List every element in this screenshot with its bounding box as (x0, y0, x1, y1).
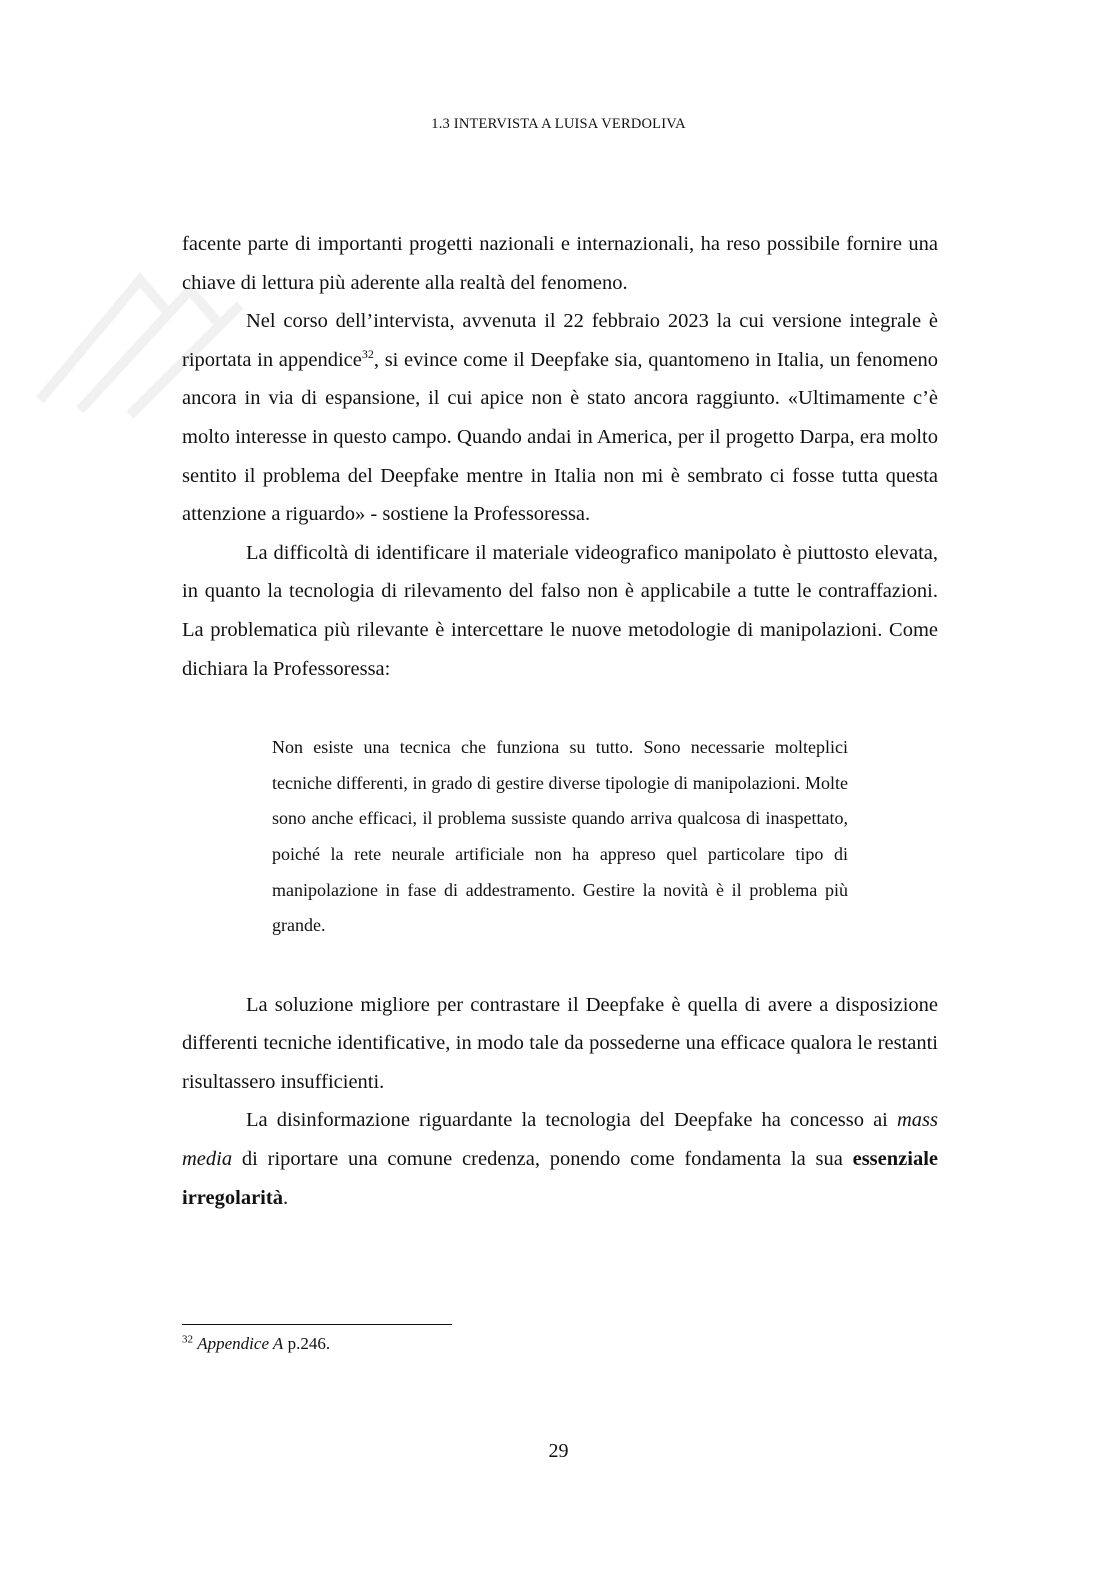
running-header: 1.3 INTERVISTA A LUISA VERDOLIVA (431, 116, 686, 132)
block-quote: Non esiste una tecnica che funziona su tutto. Sono necessarie molteplici tecniche differenti, in grado di gestire diverse tipologie di manipolazioni. Molte sono anche efficaci, il problema sussiste quando arriva qualcosa di inaspettato, poiché la rete neurale artificiale non ha appreso quel particolare tipo di manipolazione in fase di addestramento. Gestire la novità è il problema più grande. (272, 737, 848, 936)
paragraph-continuation: facente parte di importanti progetti nazionali e internazionali, ha reso possibile fornire una chiave di lettura più aderente alla realtà del fenomeno. (182, 233, 938, 294)
paragraph-disinformation-middle: di riportare una comune credenza, ponendo come fondamenta la sua (232, 1148, 853, 1171)
paragraph-interview-text-end: , si evince come il Deepfake sia, quantomeno in Italia, un fenomeno ancora in via di espansione, il cui apice non è stato ancora raggiunto. «Ultimamente c’è molto interesse in questo campo. Quando andai in America, per il progetto Darpa, era molto sentito il problema del Deepfake mentre in Italia non mi è sembrato ci fosse tutta questa attenzione a riguardo» - sostiene la Professoressa. (182, 348, 938, 526)
footnote (182, 1334, 330, 1354)
footnote-text: p.246. (283, 1334, 331, 1353)
bold-term: essenziale irregolarità (182, 1148, 938, 1209)
paragraph-interview (182, 302, 938, 534)
footnote-reference: 32 (361, 346, 374, 361)
paragraph-difficulty: La difficoltà di identificare il materiale videografico manipolato è piuttosto elevata, in quanto la tecnologia di rilevamento del falso non è applicabile a tutte le contraffazioni. La problematica più rilevante è intercettare le nuove metodologie di manipolazioni. Come dichiara la Professoressa: (182, 541, 938, 680)
paragraph-disinformation-start: La disinformazione riguardante la tecnologia del Deepfake ha concesso ai (246, 1109, 897, 1132)
paragraph-disinformation-end: . (282, 1186, 289, 1209)
body-text (182, 225, 938, 1217)
paragraph-interview-text-start: Nel corso dell’intervista, avvenuta il 22 febbraio 2023 la cui versione integrale è riportata in appendice (182, 310, 938, 371)
paragraph-disinformation (182, 1101, 938, 1217)
footnote-italic: Appendice A (197, 1334, 284, 1353)
italic-term: mass media (182, 1109, 938, 1171)
paragraph-solution: La soluzione migliore per contrastare il Deepfake è quella di avere a disposizione differenti tecniche identificative, in modo tale da possederne una efficace qualora le restanti risultassero insufficienti. (182, 993, 938, 1093)
footnote-number: 32 (182, 1333, 193, 1346)
page-number: 29 (548, 1440, 569, 1462)
footnote-divider (182, 1324, 452, 1325)
